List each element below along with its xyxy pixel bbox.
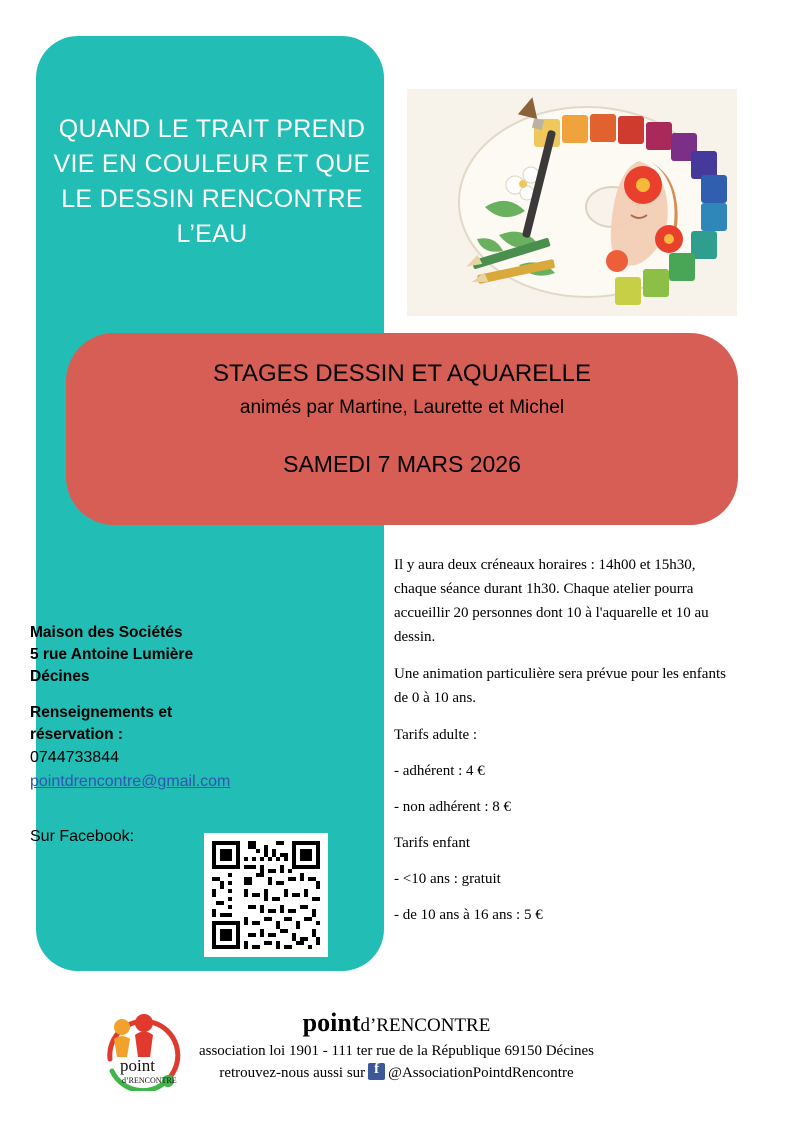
contact-spacer [30, 688, 360, 702]
footer-brand-rest: d’RENCONTRE [360, 1015, 491, 1036]
footer-social-prefix: retrouvez-nous aussi sur [219, 1065, 366, 1081]
details-paragraph-2: Une animation particulière sera prévue pour les enfants de 0 à 10 ans. [394, 666, 726, 706]
info-label-line2: réservation : [30, 726, 124, 743]
page-title: QUAND LE TRAIT PREND VIE EN COULEUR ET QUE LE DESSIN RENCONTRE L’EAU [53, 115, 371, 248]
tarif-10-16-ans: - de 10 ans à 16 ans : 5 € [394, 907, 543, 923]
venue-street: 5 rue Antoine Lumière [30, 646, 194, 663]
event-banner [66, 333, 738, 525]
venue-city: Décines [30, 668, 90, 685]
tarif-adherent: - adhérent : 4 € [394, 763, 485, 779]
artwork-image [407, 89, 737, 316]
banner-subtitle: animés par Martine, Laurette et Michel [239, 397, 565, 418]
email-link[interactable]: pointdrencontre@gmail.com [30, 773, 231, 790]
footer-social-line [0, 1063, 793, 1082]
tarifs-adulte-label: Tarifs adulte : [394, 727, 478, 743]
watercolor-palette-illustration [407, 89, 737, 316]
qr-code-icon [204, 833, 328, 957]
tarifs-enfant-label: Tarifs enfant [394, 835, 470, 851]
phone-number[interactable]: 0744733844 [30, 749, 119, 766]
footer-brand [0, 1008, 793, 1038]
venue-name: Maison des Sociétés [30, 624, 183, 641]
contact-block [30, 622, 360, 794]
qr-code[interactable] [204, 833, 328, 957]
banner-date: SAMEDI 7 MARS 2026 [283, 451, 521, 477]
footer-association-line: association loi 1901 - 111 ter rue de la République 69150 Décines [198, 1043, 595, 1059]
tarif-moins-10-ans: - <10 ans : gratuit [394, 871, 501, 887]
banner-title: STAGES DESSIN ET AQUARELLE [213, 360, 591, 387]
svg-text:point: point [120, 1056, 155, 1075]
facebook-label: Sur Facebook: [30, 828, 135, 845]
facebook-icon[interactable] [368, 1063, 385, 1080]
details-paragraph-1: Il y aura deux créneaux horaires : 14h00 et 15h30, chaque séance durant 1h30. Chaque atelier pourra accueillir 20 personnes dont 10 à l'aquarelle et 10 au dessin. [394, 557, 709, 645]
footer-social-handle[interactable]: @AssociationPointdRencontre [388, 1065, 574, 1081]
svg-text:d’RENCONTRE: d’RENCONTRE [122, 1076, 177, 1085]
details-text [394, 553, 739, 939]
footer-brand-bold: point [302, 1008, 361, 1037]
tarif-non-adherent: - non adhérent : 8 € [394, 799, 512, 815]
info-label-line1: Renseignements et [30, 704, 173, 721]
